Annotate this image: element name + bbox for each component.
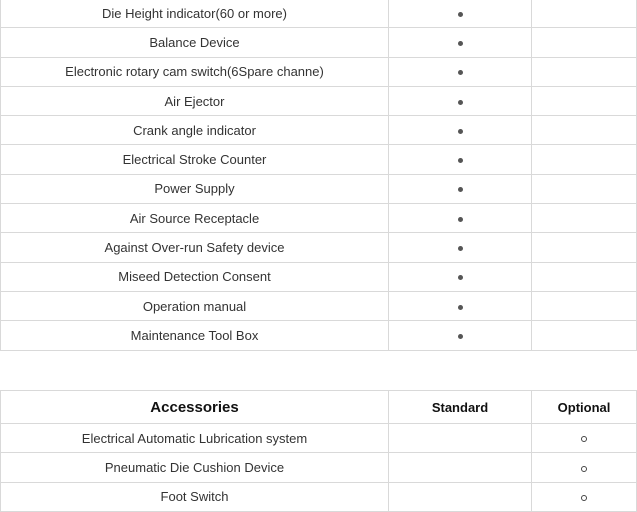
accessories-header-row [1,391,637,424]
item-name: Electronic rotary cam switch(6Spare channe) [1,57,389,86]
filled-dot-icon [458,41,463,46]
feature-row [1,145,637,174]
standard-cell [389,116,532,145]
standard-cell [389,145,532,174]
standard-cell [389,291,532,320]
item-name: Die Height indicator(60 or more) [1,0,389,28]
standard-header: Standard [389,391,532,424]
filled-dot-icon [458,334,463,339]
feature-row [1,28,637,57]
feature-row [1,291,637,320]
optional-cell [532,291,637,320]
optional-cell [532,116,637,145]
standard-cell [389,28,532,57]
feature-row [1,57,637,86]
optional-cell [532,86,637,115]
filled-dot-icon [458,275,463,280]
feature-row [1,204,637,233]
accessories-header: Accessories [1,391,389,424]
feature-row [1,174,637,203]
filled-dot-icon [458,158,463,163]
features-body [1,0,637,350]
filled-dot-icon [458,70,463,75]
item-name: Balance Device [1,28,389,57]
feature-row [1,0,637,28]
standard-cell [389,233,532,262]
optional-cell [532,262,637,291]
feature-row [1,116,637,145]
item-name: Air Ejector [1,86,389,115]
optional-header: Optional [532,391,637,424]
feature-row [1,86,637,115]
standard-cell [389,453,532,482]
accessory-row [1,482,637,511]
filled-dot-icon [458,12,463,17]
optional-cell [532,174,637,203]
optional-cell [532,453,637,482]
filled-dot-icon [458,246,463,251]
optional-cell [532,145,637,174]
accessories-body [1,424,637,512]
standard-cell [389,424,532,453]
filled-dot-icon [458,100,463,105]
filled-dot-icon [458,129,463,134]
item-name: Foot Switch [1,482,389,511]
standard-cell [389,86,532,115]
hollow-circle-icon [581,466,587,472]
item-name: Maintenance Tool Box [1,321,389,350]
optional-cell [532,321,637,350]
optional-cell [532,482,637,511]
optional-cell [532,0,637,28]
feature-row [1,262,637,291]
hollow-circle-icon [581,495,587,501]
hollow-circle-icon [581,436,587,442]
accessory-row [1,424,637,453]
standard-cell [389,262,532,291]
optional-cell [532,424,637,453]
item-name: Electrical Automatic Lubrication system [1,424,389,453]
item-name: Pneumatic Die Cushion Device [1,453,389,482]
item-name: Air Source Receptacle [1,204,389,233]
standard-cell [389,0,532,28]
standard-cell [389,482,532,511]
standard-cell [389,57,532,86]
optional-cell [532,57,637,86]
item-name: Against Over-run Safety device [1,233,389,262]
filled-dot-icon [458,305,463,310]
feature-row [1,321,637,350]
feature-row [1,233,637,262]
accessories-table [0,390,637,512]
filled-dot-icon [458,187,463,192]
optional-cell [532,28,637,57]
item-name: Power Supply [1,174,389,203]
standard-cell [389,204,532,233]
item-name: Miseed Detection Consent [1,262,389,291]
accessory-row [1,453,637,482]
standard-cell [389,321,532,350]
item-name: Operation manual [1,291,389,320]
standard-cell [389,174,532,203]
filled-dot-icon [458,217,463,222]
optional-cell [532,233,637,262]
optional-cell [532,204,637,233]
item-name: Crank angle indicator [1,116,389,145]
item-name: Electrical Stroke Counter [1,145,389,174]
